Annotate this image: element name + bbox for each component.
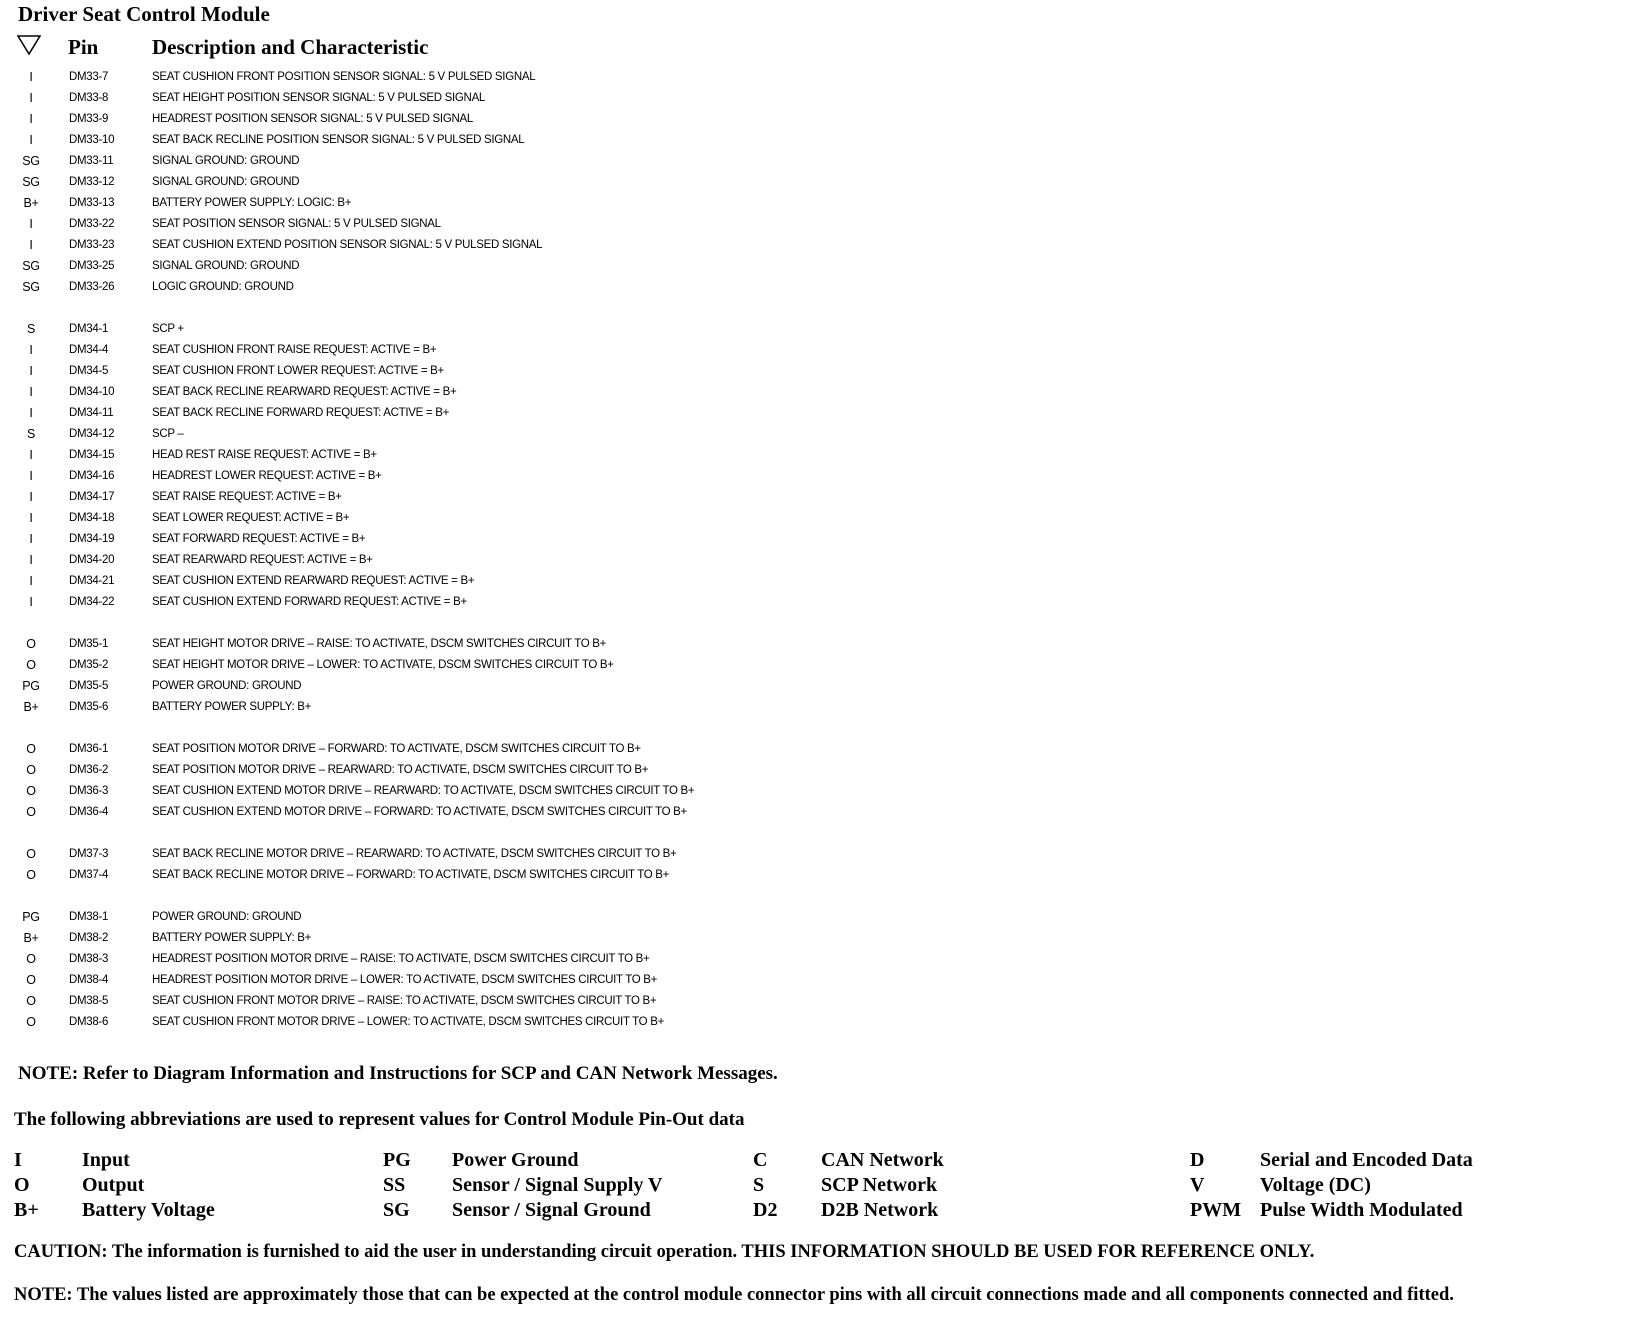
pin-type: I <box>29 595 33 609</box>
pin-description: SEAT BACK RECLINE REARWARD REQUEST: ACTIVE = B+ <box>152 386 457 398</box>
pin-id: DM37-4 <box>69 869 109 881</box>
group-spacer <box>0 298 900 319</box>
abbr-meaning: Sensor / Signal Supply V <box>452 1174 663 1196</box>
pin-id: DM33-23 <box>69 239 115 251</box>
pin-row <box>0 361 900 382</box>
abbr-code: I <box>14 1149 22 1171</box>
pin-id: DM34-21 <box>69 575 115 587</box>
pin-row <box>0 382 900 403</box>
pin-description: SEAT CUSHION FRONT MOTOR DRIVE – RAISE: TO ACTIVATE, DSCM SWITCHES CIRCUIT TO B+ <box>152 995 657 1007</box>
pin-description: BATTERY POWER SUPPLY: LOGIC: B+ <box>152 197 352 209</box>
pin-description: SCP – <box>152 428 184 440</box>
abbr-meaning: Sensor / Signal Ground <box>452 1199 651 1221</box>
pin-id: DM38-1 <box>69 911 109 923</box>
abbr-meaning: Input <box>82 1149 130 1171</box>
pin-id: DM33-8 <box>69 92 109 104</box>
pin-id: DM38-5 <box>69 995 109 1007</box>
pin-type: B+ <box>23 196 39 210</box>
pin-type: O <box>26 742 36 756</box>
pin-row <box>0 193 900 214</box>
abbr-meaning: Voltage (DC) <box>1260 1174 1371 1196</box>
pin-description: SEAT BACK RECLINE POSITION SENSOR SIGNAL: 5 V PULSED SIGNAL <box>152 134 525 146</box>
pin-type: O <box>26 994 36 1008</box>
group-spacer <box>0 886 900 907</box>
pin-type: SG <box>22 259 40 273</box>
abbr-code: D <box>1190 1149 1205 1171</box>
pin-row <box>0 214 900 235</box>
pin-type: I <box>29 112 33 126</box>
pin-type: B+ <box>23 700 39 714</box>
pin-id: DM34-10 <box>69 386 115 398</box>
abbr-meaning: Pulse Width Modulated <box>1260 1199 1463 1221</box>
pin-row <box>0 487 900 508</box>
pin-row <box>0 424 900 445</box>
abbr-code: D2 <box>753 1199 778 1221</box>
pin-description: SCP + <box>152 323 184 335</box>
pin-id: DM34-22 <box>69 596 115 608</box>
pin-row <box>0 88 900 109</box>
abbr-meaning: D2B Network <box>821 1199 939 1221</box>
pin-description: BATTERY POWER SUPPLY: B+ <box>152 701 312 713</box>
pin-row <box>0 949 900 970</box>
pin-id: DM36-3 <box>69 785 109 797</box>
pin-type: O <box>26 637 36 651</box>
pin-id: DM34-19 <box>69 533 115 545</box>
pin-id: DM35-6 <box>69 701 109 713</box>
pin-description: SEAT POSITION SENSOR SIGNAL: 5 V PULSED SIGNAL <box>152 218 441 230</box>
pin-type: PG <box>22 679 40 693</box>
pin-description: POWER GROUND: GROUND <box>152 911 302 923</box>
pin-type: O <box>26 952 36 966</box>
pin-type: I <box>29 448 33 462</box>
pin-description: SEAT HEIGHT MOTOR DRIVE – RAISE: TO ACTIVATE, DSCM SWITCHES CIRCUIT TO B+ <box>152 638 607 650</box>
pin-type: I <box>29 343 33 357</box>
module-title: Driver Seat Control Module <box>18 2 270 26</box>
pin-description: SEAT CUSHION EXTEND MOTOR DRIVE – FORWARD: TO ACTIVATE, DSCM SWITCHES CIRCUIT TO B+ <box>152 806 687 818</box>
group-spacer <box>0 823 900 844</box>
pin-type: I <box>29 574 33 588</box>
pin-type: O <box>26 784 36 798</box>
pin-type: I <box>29 406 33 420</box>
pin-type: I <box>29 133 33 147</box>
pin-description: SEAT RAISE REQUEST: ACTIVE = B+ <box>152 491 342 503</box>
pin-description: SEAT CUSHION FRONT POSITION SENSOR SIGNAL: 5 V PULSED SIGNAL <box>152 71 536 83</box>
pin-row <box>0 67 900 88</box>
pin-description: SIGNAL GROUND: GROUND <box>152 260 300 272</box>
abbr-code: O <box>14 1174 30 1196</box>
pin-id: DM34-20 <box>69 554 115 566</box>
pin-id: DM35-2 <box>69 659 109 671</box>
abbr-code: B+ <box>14 1199 39 1221</box>
pin-row <box>0 1012 900 1033</box>
pin-id: DM36-1 <box>69 743 109 755</box>
pin-description: SEAT CUSHION EXTEND POSITION SENSOR SIGNAL: 5 V PULSED SIGNAL <box>152 239 543 251</box>
pin-row <box>0 550 900 571</box>
pin-type: S <box>26 322 36 336</box>
pin-row <box>0 256 900 277</box>
abbr-meaning: Battery Voltage <box>82 1199 215 1221</box>
pin-id: DM34-16 <box>69 470 115 482</box>
pin-row <box>0 466 900 487</box>
pin-description: SEAT REARWARD REQUEST: ACTIVE = B+ <box>152 554 373 566</box>
pin-type: O <box>26 868 36 882</box>
pin-row <box>0 403 900 424</box>
pin-id: DM33-9 <box>69 113 109 125</box>
pin-description: SIGNAL GROUND: GROUND <box>152 176 300 188</box>
pin-type: SG <box>22 280 40 294</box>
pin-id: DM36-4 <box>69 806 109 818</box>
pin-description: SEAT CUSHION FRONT MOTOR DRIVE – LOWER: TO ACTIVATE, DSCM SWITCHES CIRCUIT TO B+ <box>152 1016 664 1028</box>
pin-description: SEAT CUSHION FRONT LOWER REQUEST: ACTIVE = B+ <box>152 365 444 377</box>
pin-column-header: Pin <box>68 35 99 59</box>
pin-row <box>0 508 900 529</box>
pin-type: O <box>26 805 36 819</box>
pin-row <box>0 340 900 361</box>
pin-description: SEAT FORWARD REQUEST: ACTIVE = B+ <box>152 533 366 545</box>
pin-id: DM35-1 <box>69 638 109 650</box>
pin-description: SIGNAL GROUND: GROUND <box>152 155 300 167</box>
pinout-table <box>0 67 900 1033</box>
pin-description: SEAT CUSHION EXTEND REARWARD REQUEST: ACTIVE = B+ <box>152 575 475 587</box>
pin-id: DM34-1 <box>69 323 109 335</box>
pin-description: SEAT POSITION MOTOR DRIVE – REARWARD: TO ACTIVATE, DSCM SWITCHES CIRCUIT TO B+ <box>152 764 649 776</box>
triangle-down-icon <box>16 34 42 56</box>
pin-description: SEAT BACK RECLINE MOTOR DRIVE – REARWARD: TO ACTIVATE, DSCM SWITCHES CIRCUIT TO B+ <box>152 848 677 860</box>
pin-id: DM34-15 <box>69 449 115 461</box>
pin-id: DM33-13 <box>69 197 115 209</box>
pin-type: O <box>26 1015 36 1029</box>
pin-description: BATTERY POWER SUPPLY: B+ <box>152 932 312 944</box>
pin-id: DM34-18 <box>69 512 115 524</box>
pin-id: DM34-11 <box>69 407 114 419</box>
pin-description: SEAT HEIGHT POSITION SENSOR SIGNAL: 5 V PULSED SIGNAL <box>152 92 486 104</box>
pin-id: DM33-11 <box>69 155 114 167</box>
pin-id: DM38-4 <box>69 974 109 986</box>
pin-description: POWER GROUND: GROUND <box>152 680 302 692</box>
abbr-code: C <box>753 1149 768 1171</box>
pin-row <box>0 529 900 550</box>
pin-type: I <box>29 217 33 231</box>
pin-id: DM33-12 <box>69 176 115 188</box>
pin-id: DM33-10 <box>69 134 115 146</box>
abbr-meaning: CAN Network <box>821 1149 944 1171</box>
pin-type: PG <box>22 910 40 924</box>
pin-id: DM35-5 <box>69 680 109 692</box>
pin-id: DM34-4 <box>69 344 109 356</box>
caution-note: CAUTION: The information is furnished to aid the user in understanding circuit operation. THIS INFORMATION SHOULD BE USED FOR REFERENCE ONLY. <box>14 1242 1315 1262</box>
pin-type: O <box>26 658 36 672</box>
pin-row <box>0 760 900 781</box>
abbr-meaning: Serial and Encoded Data <box>1260 1149 1473 1171</box>
pin-description: SEAT LOWER REQUEST: ACTIVE = B+ <box>152 512 350 524</box>
pin-row <box>0 130 900 151</box>
pin-row <box>0 277 900 298</box>
pin-row <box>0 235 900 256</box>
pin-row <box>0 571 900 592</box>
abbr-meaning: SCP Network <box>821 1174 938 1196</box>
pin-type: I <box>29 490 33 504</box>
group-spacer <box>0 613 900 634</box>
pin-type: SG <box>22 154 40 168</box>
pin-type: I <box>29 91 33 105</box>
pin-type: I <box>29 469 33 483</box>
pin-description: HEADREST POSITION MOTOR DRIVE – RAISE: TO ACTIVATE, DSCM SWITCHES CIRCUIT TO B+ <box>152 953 650 965</box>
pin-type: I <box>29 553 33 567</box>
pin-row <box>0 844 900 865</box>
pin-row <box>0 172 900 193</box>
pin-description: SEAT HEIGHT MOTOR DRIVE – LOWER: TO ACTIVATE, DSCM SWITCHES CIRCUIT TO B+ <box>152 659 614 671</box>
pin-row <box>0 151 900 172</box>
pin-row <box>0 697 900 718</box>
pin-row <box>0 634 900 655</box>
pin-type: S <box>26 427 36 441</box>
group-spacer <box>0 718 900 739</box>
pin-id: DM34-17 <box>69 491 115 503</box>
pin-description: HEADREST POSITION MOTOR DRIVE – LOWER: TO ACTIVATE, DSCM SWITCHES CIRCUIT TO B+ <box>152 974 658 986</box>
abbr-code: SG <box>383 1199 410 1221</box>
abbreviations-intro: The following abbreviations are used to represent values for Control Module Pin-Out data <box>14 1109 745 1130</box>
pin-type: I <box>29 511 33 525</box>
values-note: NOTE: The values listed are approximately those that can be expected at the control module connector pins with all circuit connections made and all components connected and fitted. <box>14 1285 1454 1305</box>
abbr-code: PWM <box>1190 1199 1242 1221</box>
pin-description: SEAT POSITION MOTOR DRIVE – FORWARD: TO ACTIVATE, DSCM SWITCHES CIRCUIT TO B+ <box>152 743 641 755</box>
pin-type: I <box>29 238 33 252</box>
pin-id: DM33-25 <box>69 260 115 272</box>
pin-description: HEAD REST RAISE REQUEST: ACTIVE = B+ <box>152 449 377 461</box>
abbr-code: S <box>753 1174 765 1196</box>
pin-type: I <box>29 364 33 378</box>
pin-row <box>0 319 900 340</box>
pin-row <box>0 739 900 760</box>
pin-row <box>0 970 900 991</box>
pin-description: SEAT BACK RECLINE MOTOR DRIVE – FORWARD: TO ACTIVATE, DSCM SWITCHES CIRCUIT TO B+ <box>152 869 670 881</box>
abbr-meaning: Output <box>82 1174 145 1196</box>
pin-id: DM34-12 <box>69 428 115 440</box>
pin-row <box>0 445 900 466</box>
pin-id: DM37-3 <box>69 848 109 860</box>
pin-id: DM34-5 <box>69 365 109 377</box>
pin-row <box>0 592 900 613</box>
pin-type: I <box>29 385 33 399</box>
pin-description: SEAT BACK RECLINE FORWARD REQUEST: ACTIVE = B+ <box>152 407 449 419</box>
pin-row <box>0 865 900 886</box>
description-column-header: Description and Characteristic <box>152 35 429 59</box>
pin-description: SEAT CUSHION EXTEND MOTOR DRIVE – REARWARD: TO ACTIVATE, DSCM SWITCHES CIRCUIT TO B+ <box>152 785 695 797</box>
abbr-code: SS <box>383 1174 406 1196</box>
pin-id: DM36-2 <box>69 764 109 776</box>
pin-row <box>0 802 900 823</box>
pin-id: DM33-26 <box>69 281 115 293</box>
pin-description: HEADREST LOWER REQUEST: ACTIVE = B+ <box>152 470 382 482</box>
abbr-code: V <box>1190 1174 1205 1196</box>
pin-row <box>0 781 900 802</box>
pin-description: HEADREST POSITION SENSOR SIGNAL: 5 V PULSED SIGNAL <box>152 113 473 125</box>
pin-type: SG <box>22 175 40 189</box>
pin-row <box>0 907 900 928</box>
network-messages-note: NOTE: Refer to Diagram Information and Instructions for SCP and CAN Network Messages. <box>18 1063 778 1084</box>
pin-type: O <box>26 973 36 987</box>
pin-row <box>0 109 900 130</box>
pin-description: SEAT CUSHION EXTEND FORWARD REQUEST: ACTIVE = B+ <box>152 596 467 608</box>
pin-row <box>0 991 900 1012</box>
pin-description: SEAT CUSHION FRONT RAISE REQUEST: ACTIVE = B+ <box>152 344 437 356</box>
abbr-meaning: Power Ground <box>452 1149 579 1171</box>
pin-row <box>0 655 900 676</box>
pin-type: O <box>26 763 36 777</box>
pin-id: DM33-7 <box>69 71 109 83</box>
pin-type: I <box>29 70 33 84</box>
pin-type: I <box>29 532 33 546</box>
pin-id: DM38-6 <box>69 1016 109 1028</box>
pin-id: DM38-2 <box>69 932 109 944</box>
pin-id: DM33-22 <box>69 218 115 230</box>
pin-row <box>0 928 900 949</box>
pin-id: DM38-3 <box>69 953 109 965</box>
pin-type: B+ <box>23 931 39 945</box>
pin-type: O <box>26 847 36 861</box>
pin-row <box>0 676 900 697</box>
pin-description: LOGIC GROUND: GROUND <box>152 281 294 293</box>
abbr-code: PG <box>383 1149 411 1171</box>
